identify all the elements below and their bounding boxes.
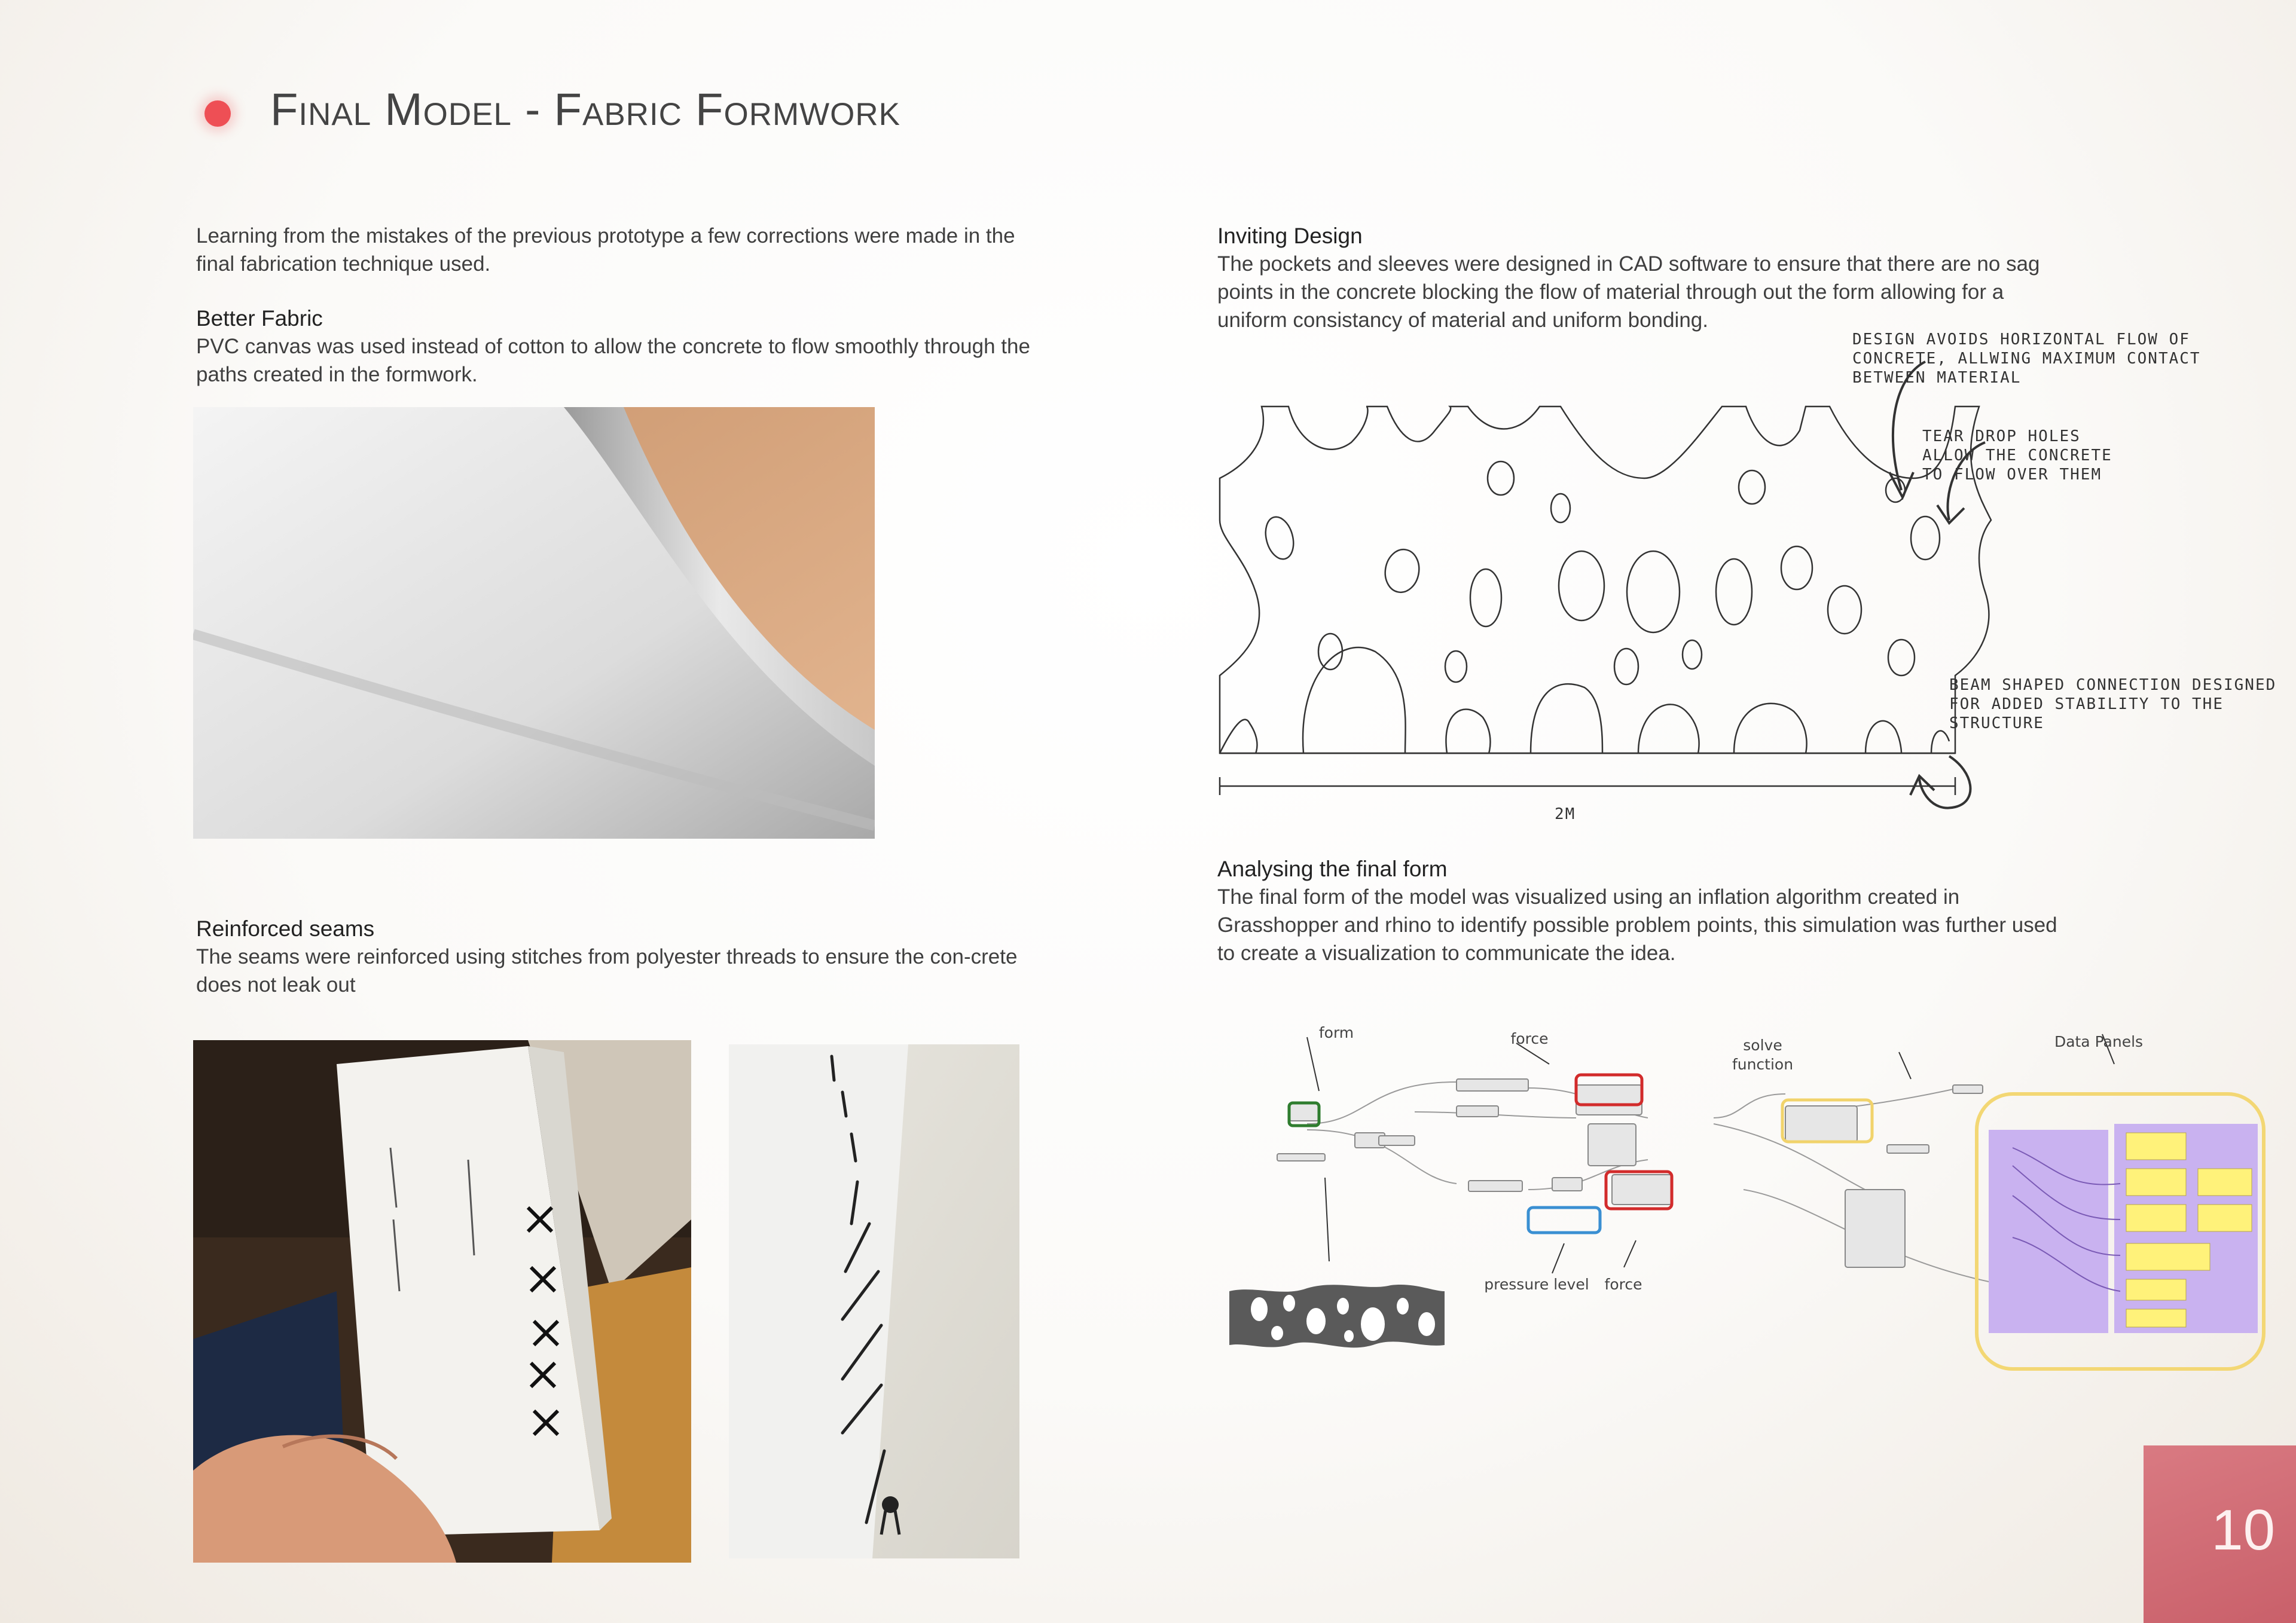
analysing-heading: Analysing the final form (1217, 857, 1448, 881)
inviting-design-heading: Inviting Design (1217, 224, 1363, 248)
intro-paragraph: Learning from the mistakes of the previous prototype a few corrections were made in the final fabrication technique used. (196, 224, 1015, 276)
annotation-horizontal-flow: DESIGN AVOIDS HORIZONTAL FLOW OF CONCRETE, ALLWING MAXIMUM CONTACT BETWEEN MATERIAL (1852, 331, 2201, 387)
inviting-design-body: The pockets and sleeves were designed in CAD software to ensure that there are no sag points in the concrete blocking the flow of material through out the form allowing for a uniform consistancy of material and uniform bonding. (1217, 252, 2040, 332)
hand-holding-fabric-photo (193, 1040, 691, 1563)
pvc-canvas-photo (193, 407, 875, 839)
better-fabric-body: PVC canvas was used instead of cotton to allow the concrete to flow smoothly through the paths created in the formwork. (196, 335, 1030, 386)
label-solve-function: solve function (1732, 1037, 1794, 1073)
stitched-seam-photo (729, 1044, 1019, 1558)
label-force-bottom: force (1604, 1276, 1642, 1293)
annotation-beam-connection: BEAM SHAPED CONNECTION DESIGNED FOR ADDED STABILITY TO THE STRUCTURE (1949, 676, 2277, 732)
reinforced-body: The seams were reinforced using stitches from polyester threads to ensure the con-crete does not leak out (196, 945, 1018, 997)
bullet-dot (204, 100, 231, 127)
page-number: 10 (2211, 1498, 2275, 1562)
reinforced-heading: Reinforced seams (196, 916, 375, 941)
analysing-body: The final form of the model was visualized using an inflation algorithm created in Grasshopper and rhino to identify possible problem points, this simulation was further used to create a visualization to communicate the idea. (1217, 885, 2057, 965)
label-pressure-level: pressure level (1484, 1276, 1589, 1293)
label-force-top: force (1510, 1030, 1549, 1047)
label-data-panels: Data Panels (2054, 1033, 2144, 1050)
label-form: form (1318, 1024, 1354, 1041)
page-title: Final Model - Fabric Formwork (270, 84, 901, 135)
annotation-tear-drop: TEAR DROP HOLES ALLOW THE CONCRETE TO FLOW OVER THEM (1922, 427, 2112, 484)
better-fabric-heading: Better Fabric (196, 306, 323, 331)
dimension-label: 2M (1555, 805, 1576, 823)
formwork-outline-drawing (1208, 341, 2284, 855)
